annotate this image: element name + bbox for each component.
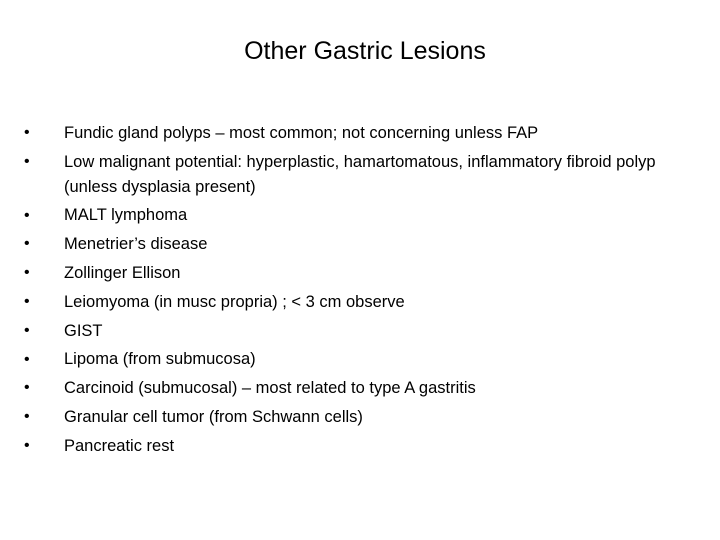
bullet-icon: • (24, 408, 30, 426)
bullet-icon: • (24, 379, 30, 397)
slide-title: Other Gastric Lesions (244, 37, 486, 65)
bullet-item (24, 230, 684, 259)
bullet-item (24, 432, 684, 461)
bullet-item (24, 259, 684, 288)
bullet-text: Pancreatic rest (64, 436, 175, 455)
bullet-icon: • (24, 152, 30, 170)
bullet-text: Carcinoid (submucosal) – most related to type A gastritis (64, 379, 476, 398)
bullet-icon: • (24, 436, 30, 454)
bullet-item (24, 317, 684, 346)
bullet-text: Menetrier’s disease (64, 235, 208, 254)
bullet-item (24, 374, 684, 403)
bullet-icon: • (24, 235, 30, 253)
bullet-text: Low malignant potential: hyperplastic, hamartomatous, inflammatory fibroid polyp (unless dysplasia present) (64, 152, 656, 196)
bullet-item (24, 288, 684, 317)
bullet-icon: • (24, 206, 30, 224)
bullet-item (24, 119, 684, 148)
bullet-item (24, 202, 684, 231)
bullet-text: Zollinger Ellison (64, 264, 181, 283)
bullet-icon: • (24, 292, 30, 310)
bullet-item (24, 403, 684, 432)
bullet-text: Fundic gland polyps – most common; not concerning unless FAP (64, 123, 539, 142)
bullet-icon: • (24, 321, 30, 339)
bullet-text: Lipoma (from submucosa) (64, 350, 256, 369)
bullet-icon: • (24, 264, 30, 282)
bullet-icon: • (24, 124, 30, 141)
bullet-text: Leiomyoma (in musc propria) ; < 3 cm observe (64, 292, 405, 311)
bullet-list (24, 119, 684, 461)
bullet-text: Granular cell tumor (from Schwann cells) (64, 408, 363, 427)
bullet-text: GIST (64, 321, 103, 340)
bullet-item (24, 148, 684, 202)
bullet-icon: • (24, 350, 30, 368)
bullet-text: MALT lymphoma (64, 206, 188, 225)
bullet-item (24, 346, 684, 375)
